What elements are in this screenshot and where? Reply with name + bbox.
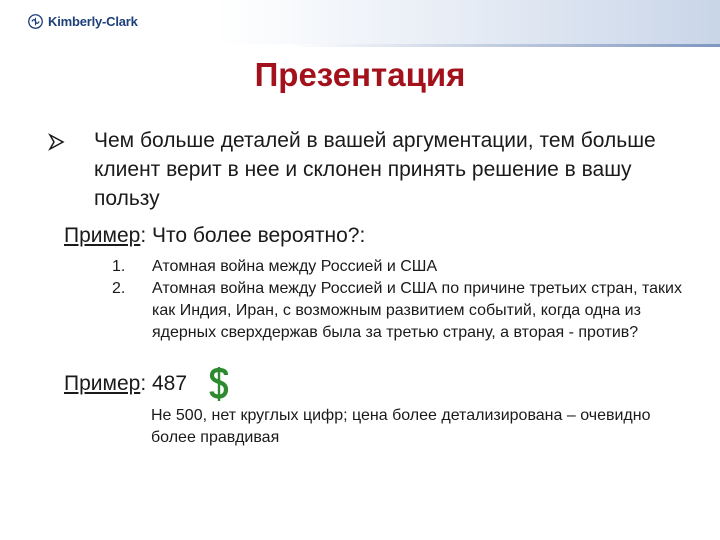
example-2-text: : 487 bbox=[140, 372, 188, 395]
list-item-text: Атомная война между Россией и США bbox=[152, 258, 438, 275]
list-item-number: 2. bbox=[112, 280, 126, 297]
list-item bbox=[112, 256, 692, 278]
example-2-line bbox=[64, 370, 187, 398]
numbered-list bbox=[112, 256, 692, 344]
main-bullet-text: Чем больше деталей в вашей аргументации, тем больше клиент верит в нее и склонен принять решение в вашу пользу bbox=[94, 129, 656, 210]
example-2-note: Не 500, нет круглых цифр; цена более детализирована – очевидно более правдивая bbox=[151, 407, 651, 446]
example-1-label: Пример bbox=[64, 224, 141, 247]
example-1-line bbox=[64, 222, 365, 250]
arrow-bullet-icon bbox=[48, 133, 66, 151]
list-item-number: 1. bbox=[112, 258, 126, 275]
company-logo bbox=[28, 14, 138, 29]
dollar-sign-icon bbox=[208, 366, 230, 402]
example-2-label: Пример bbox=[64, 372, 141, 395]
example-1-text: : Что более вероятно?: bbox=[140, 224, 366, 247]
logo-text: Kimberly-Clark bbox=[48, 14, 138, 29]
kimberly-clark-emblem-icon bbox=[28, 14, 43, 29]
header-divider bbox=[0, 44, 720, 47]
list-item bbox=[112, 278, 692, 344]
list-item-text: Атомная война между Россией и США по причине третьих стран, таких как Индия, Иран, с возможным развитием событий, когда одна из ядерных сверхдержав была за третью страну, а вторая - против? bbox=[152, 280, 682, 341]
slide-title: Презентация bbox=[254, 56, 466, 93]
